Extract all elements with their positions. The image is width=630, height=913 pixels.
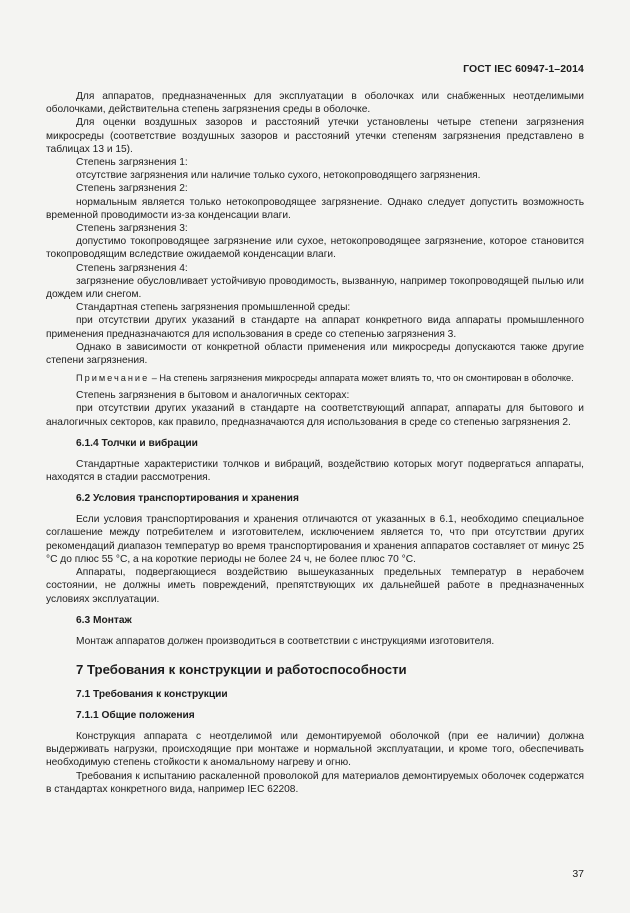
section-heading-6-1-4: 6.1.4 Толчки и вибрации <box>76 437 198 449</box>
section-heading-6-3: 6.3 Монтаж <box>76 614 132 626</box>
pollution-degree-3-title: Степень загрязнения 3: <box>76 223 188 235</box>
pollution-degree-2-title: Степень загрязнения 2: <box>76 183 188 195</box>
household-degree-title: Степень загрязнения в бытовом и аналогичных секторах: <box>76 390 350 402</box>
industrial-degree-text-2: Однако в зависимости от конкретной области применения или микросреды допускаются также другие степени загрязнения. <box>46 341 584 367</box>
paragraph: Монтаж аппаратов должен производиться в соответствии с инструкциями изготовителя. <box>76 635 495 647</box>
pollution-degree-4-title: Степень загрязнения 4: <box>76 262 188 274</box>
pollution-degree-2-text: нормальным является только нетокопроводящее загрязнение. Однако следует допустить возможность временной проводимости из-за конденсации влаги. <box>46 196 584 221</box>
industrial-degree-title: Стандартная степень загрязнения промышленной среды: <box>76 302 351 314</box>
household-degree-text: при отсутствии других указаний в стандарте на соответствующий аппарат, аппараты для бытового и аналогичных секторов, как правило, предназначаются для использования в среде со степенью загрязнения 2. <box>46 403 584 428</box>
pollution-degree-1-text: отсутствие загрязнения или наличие только сухого, нетокопроводящего загрязнения. <box>76 170 481 182</box>
pollution-degree-4-text: загрязнение обусловливает устойчивую проводимость, вызванную, например токопроводящей пылью или дождем или снегом. <box>46 275 584 301</box>
section-heading-7-1-1: 7.1.1 Общие положения <box>76 709 195 721</box>
note-text: – На степень загрязнения микросреды аппарата может влиять то, что он смонтирован в оболочке. <box>149 373 574 384</box>
section-heading-6-2: 6.2 Условия транспортирования и хранения <box>76 493 299 505</box>
pollution-degree-1-title: Степень загрязнения 1: <box>76 157 188 169</box>
page-body <box>46 90 584 796</box>
pollution-degree-3-text: допустимо токопроводящее загрязнение или сухое, нетокопроводящее загрязнение, которое становится токопроводящим вследствие ожидаемой конденсации влаги. <box>46 236 584 261</box>
page-number: 37 <box>572 868 584 880</box>
chapter-heading-7: 7 Требования к конструкции и работоспособности <box>76 661 407 677</box>
paragraph: Для оценки воздушных зазоров и расстояний утечки установлены четыре степени загрязнения микросреды (соответствие воздушных зазоров и расстояний утечки степеням загрязнения представлено в таблицах 13 и 15). <box>46 117 584 155</box>
note-label: Примечание <box>76 373 150 384</box>
industrial-degree-text: при отсутствии других указаний в стандарте на аппарат конкретного вида аппараты промышленного применения предназначаются для использования в среде со степенью загрязнения 3. <box>46 315 584 340</box>
paragraph: Конструкция аппарата с неотделимой или демонтируемой оболочкой (при ее наличии) должна выдерживать нагрузки, происходящие при монтаже и нормальной эксплуатации, и кроме того, обеспечивать необходимую степень стойкости к аномальному нагреву и огню. <box>46 730 584 769</box>
note <box>46 372 584 384</box>
section-heading-7-1: 7.1 Требования к конструкции <box>76 688 228 700</box>
paragraph: Если условия транспортирования и хранения отличаются от указанных в 6.1, необходимо специальное соглашение между потребителем и изготовителем, исключением является то, что при отсутствии других рекомендаций диапазон температур во время транспортирования и хранения аппаратов составляет от минус 25 °С до плюс 55 °С, а на короткие периоды не более 24 ч, не более плюс 70 °С. <box>46 514 584 565</box>
paragraph: Стандартные характеристики толчков и вибраций, воздействию которых могут подвергаться аппараты, находятся в стадии рассмотрения. <box>46 458 584 484</box>
paragraph: Для аппаратов, предназначенных для эксплуатации в оболочках или снабженных неотделимыми оболочками, действительна степень загрязнения среды в оболочке. <box>46 91 584 116</box>
document-id: ГОСТ IEC 60947-1–2014 <box>463 63 584 75</box>
paragraph: Аппараты, подвергающиеся воздействию вышеуказанных предельных температур в нерабочем состоянии, не должны иметь повреждений, препятствующих их дальнейшей работе в предназначенных условиях эксплуатации. <box>46 567 584 605</box>
paragraph: Требования к испытанию раскаленной проволокой для материалов демонтируемых оболочек содержатся в стандартах конкретного вида, например IEC 62208. <box>46 770 584 795</box>
